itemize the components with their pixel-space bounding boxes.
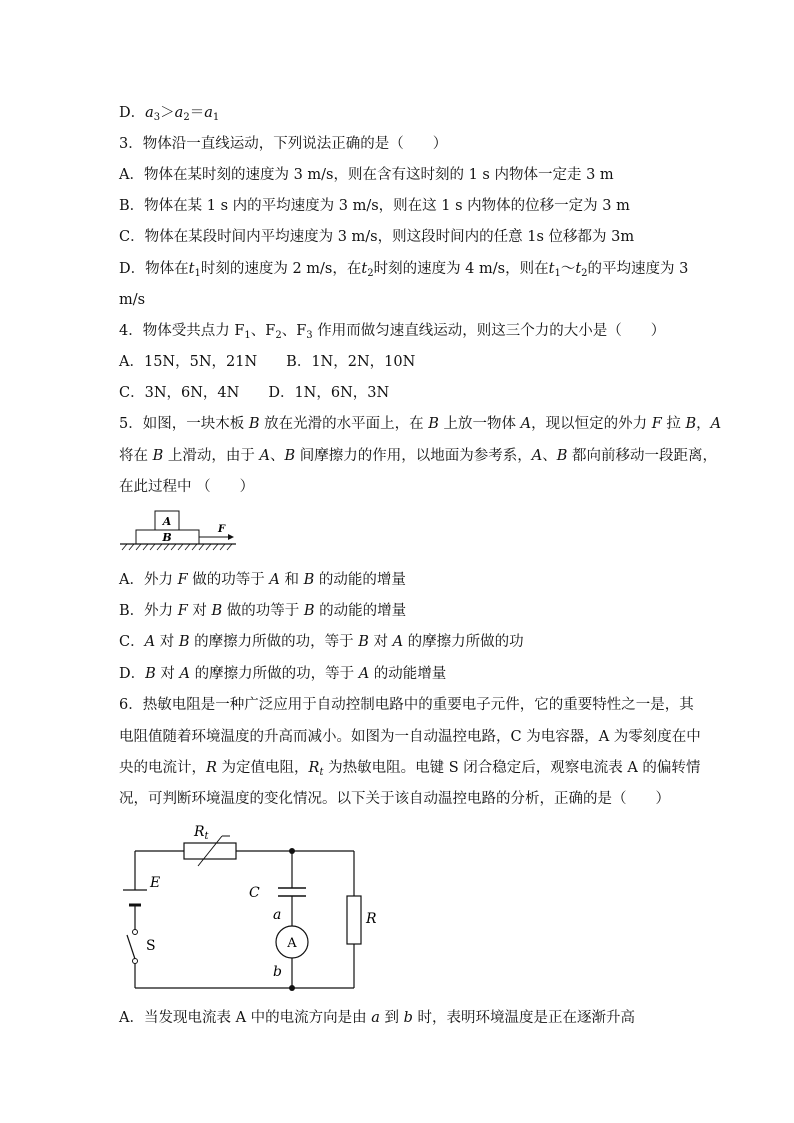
var: F (177, 572, 188, 588)
subscript: t (319, 767, 324, 778)
var-B: B (556, 448, 568, 464)
q3-option-d-cont: m/s (119, 292, 146, 308)
var-B: B (428, 416, 439, 432)
text: 的摩擦力所做的功，等于 (189, 634, 359, 650)
subscript: 1 (554, 268, 561, 279)
q5-stem-line3: 在此过程中 （ ） (119, 479, 255, 495)
text: 4．物体受共点力 F (119, 323, 245, 339)
var: B (178, 634, 190, 650)
tilde: ～ (560, 261, 576, 277)
var-R: R (206, 760, 217, 776)
text: 拉 (661, 416, 686, 432)
label-a-terminal: a (273, 907, 282, 923)
var: A (392, 634, 404, 650)
ground-hatch (122, 544, 232, 550)
label-rt: $R_t$ (194, 824, 209, 842)
text: 时刻的速度为 2 m/s，在 (200, 261, 362, 277)
option-label: D． (119, 105, 146, 121)
label-s: S (146, 938, 156, 954)
var-A: A (710, 416, 722, 432)
var-a: a (174, 105, 184, 121)
text: 、 (542, 448, 557, 464)
resistor-r (347, 896, 361, 944)
q2-option-d (119, 103, 219, 128)
q6-stem-line1: 6．热敏电阻是一种广泛应用于自动控制电路中的重要电子元件，它的重要特性之一是，其 (119, 697, 694, 713)
arrow-head (228, 534, 234, 540)
var-A: A (531, 448, 543, 464)
var-a: a (145, 105, 154, 121)
var-A: A (259, 448, 270, 464)
text: 的摩擦力所做的功，等于 (190, 666, 359, 682)
wires (135, 851, 354, 988)
text: 的平均速度为 3 (587, 261, 689, 277)
text: 放在光滑的水平面上，在 (259, 416, 429, 432)
q3-stem: 3．物体沿一直线运动，下列说法正确的是（ ） (119, 136, 448, 152)
subscript: 1 (212, 112, 220, 123)
q5-stem-line2 (119, 446, 717, 466)
text: C． (119, 634, 145, 650)
var-t: t (575, 261, 582, 277)
q5-option-a (119, 570, 406, 590)
label-b: B (162, 531, 172, 544)
text: 上滑动，由于 (163, 448, 260, 464)
q5-option-d (119, 664, 446, 684)
var: F (177, 603, 188, 619)
switch-contact (133, 930, 138, 935)
text: A．外力 (119, 572, 178, 588)
var-R: R (308, 760, 320, 776)
text: ， (696, 416, 711, 432)
junction-dot (289, 848, 295, 854)
label-a: A (162, 515, 172, 528)
var: B (145, 666, 156, 682)
text: 对 (368, 634, 393, 650)
q5-option-c (119, 632, 524, 652)
switch-lever (127, 935, 135, 959)
var: B (358, 634, 369, 650)
text: 的动能的增量 (314, 572, 406, 588)
text: 的摩擦力所做的功 (403, 634, 524, 650)
var: B (303, 572, 315, 588)
text: 的动能的增量 (314, 603, 407, 619)
q5-option-b (119, 601, 406, 621)
var-F: F (651, 416, 662, 432)
text: 、F (250, 323, 276, 339)
switch-contact (133, 959, 138, 964)
junction-dot (289, 985, 295, 991)
text: 和 (279, 572, 304, 588)
var-a: a (204, 105, 213, 121)
q4-options-ab: A．15N，5N，21N B．1N，2N，10N (119, 354, 416, 370)
text: D．物体在 (119, 261, 189, 277)
eq-sign: ＝ (189, 105, 205, 121)
var: A (358, 666, 370, 682)
subscript: 2 (183, 112, 190, 123)
subscript: 3 (153, 112, 161, 123)
var: A (144, 634, 156, 650)
label-ammeter: A (287, 936, 297, 951)
text: 间摩擦力的作用，以地面为参考系， (295, 448, 532, 464)
text: 为热敏电阻。电键 S 闭合稳定后，观察电流表 A 的偏转情 (323, 760, 701, 776)
var-B: B (152, 448, 164, 464)
q5-stem-line1 (119, 414, 721, 434)
var-t: t (548, 261, 555, 277)
text: A．当发现电流表 A 中的电流方向是由 (119, 1010, 372, 1026)
text: 为定值电阻， (216, 760, 309, 776)
var-t: t (361, 261, 368, 277)
text: 上放一物体 (438, 416, 521, 432)
subscript: 2 (275, 330, 282, 341)
text: 对 (155, 666, 180, 682)
var: A (179, 666, 190, 682)
subscript: 2 (581, 268, 588, 279)
text: B．外力 (119, 603, 178, 619)
var-A: A (520, 416, 532, 432)
text: 时刻的速度为 4 m/s，则在 (373, 261, 549, 277)
subscript: 1 (194, 268, 201, 279)
var-B: B (685, 416, 697, 432)
q6-stem-line3 (119, 758, 700, 783)
text: 做的功等于 (187, 572, 270, 588)
q6-stem-line2: 电阻值随着环境温度的升高而减小。如图为一自动温控电路，C 为电容器，A 为零刻度在中 (119, 729, 701, 745)
subscript: 1 (244, 330, 251, 341)
label-e: E (150, 875, 161, 891)
text: 的动能增量 (369, 666, 447, 682)
text: 、F (281, 323, 307, 339)
q4-stem (119, 321, 665, 346)
var: b (403, 1010, 413, 1026)
text: 时，表明环境温度是正在逐渐升高 (412, 1010, 636, 1026)
var-B: B (284, 448, 296, 464)
label-f: F (218, 524, 226, 535)
var: a (371, 1010, 380, 1026)
q6-stem-line4: 况，可判断环境温度的变化情况。以下关于该自动温控电路的分析，正确的是（ ） (119, 791, 670, 807)
text: 对 (155, 634, 179, 650)
text: D． (119, 666, 146, 682)
label-b-terminal: b (273, 964, 282, 980)
var-t: t (188, 261, 195, 277)
text: 将在 (119, 448, 153, 464)
label-r: R (366, 911, 377, 927)
text: 都向前移动一段距离， (567, 448, 717, 464)
label-c: C (249, 885, 260, 901)
text: 央的电流计， (119, 760, 206, 776)
q3-option-a: A．物体在某时刻的速度为 3 m/s，则在含有这时刻的 1 s 内物体一定走 3 m (119, 167, 614, 183)
gt-sign: ＞ (160, 105, 175, 121)
subscript: 2 (367, 268, 374, 279)
text: 作用而做匀速直线运动，则这三个力的大小是（ ） (312, 323, 666, 339)
subscript: 3 (306, 330, 313, 341)
q3-option-b: B．物体在某 1 s 内的平均速度为 3 m/s，则在这 1 s 内物体的位移一定为 3 m (119, 198, 630, 214)
text: 、 (269, 448, 285, 464)
var-B: B (248, 416, 260, 432)
text: ，现以恒定的外力 (531, 416, 652, 432)
var: B (211, 603, 223, 619)
block-figure (118, 505, 243, 553)
var: A (269, 572, 280, 588)
text: 对 (187, 603, 212, 619)
text: 到 (379, 1010, 404, 1026)
q3-option-c: C．物体在某段时间内平均速度为 3 m/s，则这段时间内的任意 1s 位移都为 3m (119, 229, 635, 245)
q4-options-cd: C．3N，6N，4N D．1N，6N，3N (119, 385, 390, 401)
circuit-diagram (118, 818, 377, 998)
text: 5．如图，一块木板 (119, 416, 249, 432)
var: B (303, 603, 315, 619)
text: 做的功等于 (222, 603, 304, 619)
q6-option-a (119, 1008, 635, 1028)
q3-option-d (119, 259, 688, 284)
